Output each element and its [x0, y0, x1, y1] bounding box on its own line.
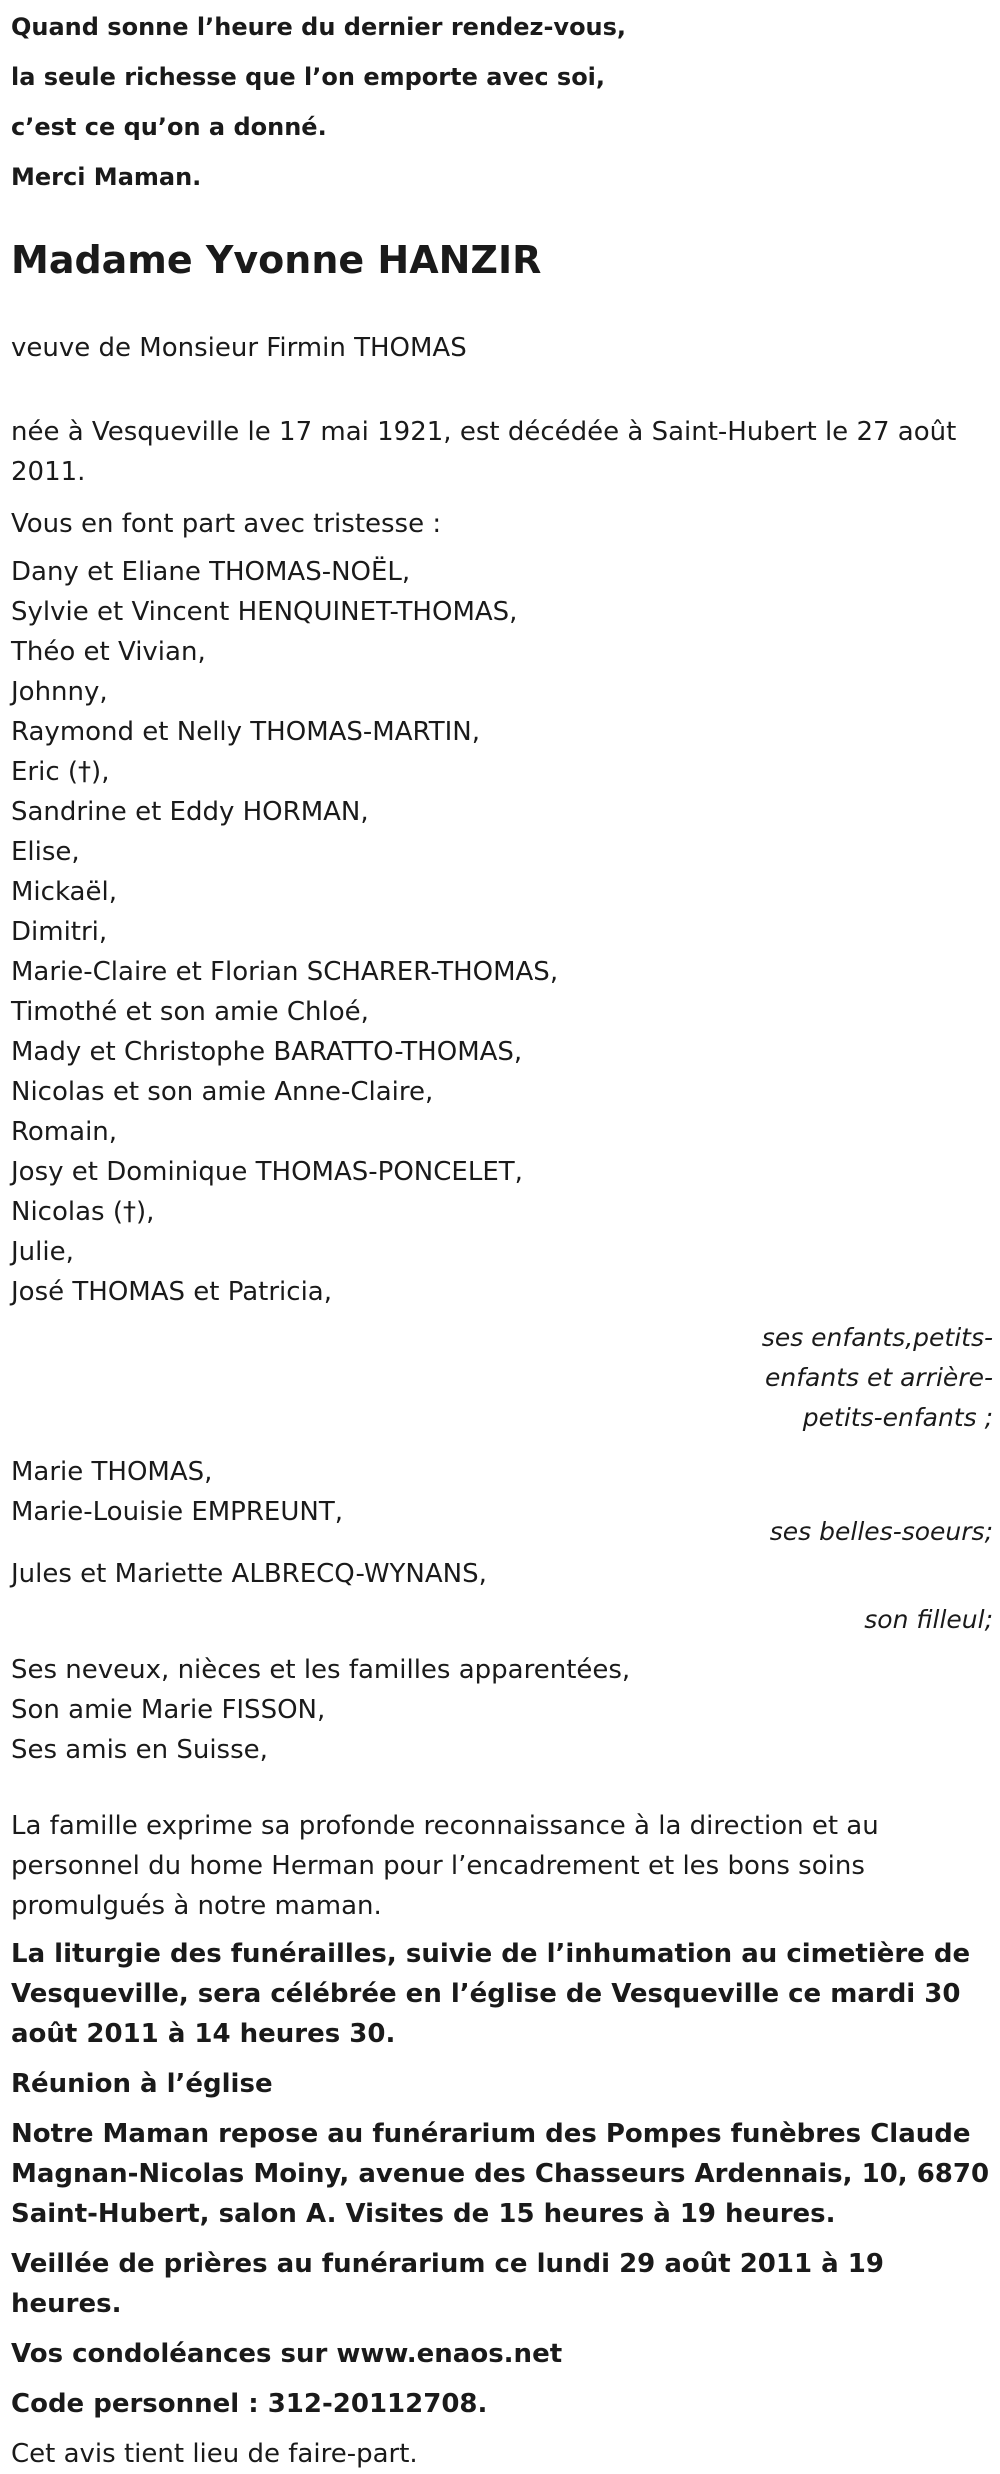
- list-item: Ses amis en Suisse,: [11, 1735, 268, 1765]
- list-item: Théo et Vivian,: [11, 637, 206, 667]
- quote-line: Quand sonne l’heure du dernier rendez-vous,: [11, 13, 627, 41]
- list-item: Eric (†),: [11, 757, 110, 787]
- deceased-name: Madame Yvonne HANZIR: [11, 238, 542, 282]
- list-item: Romain,: [11, 1117, 118, 1147]
- list-item: Nicolas et son amie Anne-Claire,: [11, 1077, 434, 1107]
- list-item: Sylvie et Vincent HENQUINET-THOMAS,: [11, 597, 518, 627]
- list-item: Mady et Christophe BARATTO-THOMAS,: [11, 1037, 523, 1067]
- list-item: Sandrine et Eddy HORMAN,: [11, 797, 369, 827]
- list-item: Son amie Marie FISSON,: [11, 1695, 326, 1725]
- sisters-in-law-relation: ses belles-soeurs;: [769, 1517, 993, 1546]
- list-item: Mickaël,: [11, 877, 117, 907]
- intro-line: Vous en font part avec tristesse :: [11, 509, 442, 539]
- list-item: Timothé et son amie Chloé,: [11, 997, 369, 1027]
- children-list: [11, 552, 993, 1312]
- quote-line: Merci Maman.: [11, 163, 202, 191]
- obituary-notice: [11, 0, 993, 2474]
- list-item: Elise,: [11, 837, 80, 867]
- relation-line: ses enfants,petits-: [761, 1323, 993, 1352]
- list-item: Dany et Eliane THOMAS-NOËL,: [11, 557, 411, 587]
- list-item: Josy et Dominique THOMAS-PONCELET,: [11, 1157, 523, 1187]
- list-item: Julie,: [11, 1237, 74, 1267]
- others-list: [11, 1650, 993, 1770]
- closing-line: Cet avis tient lieu de faire-part.: [11, 2439, 418, 2469]
- widow-of: veuve de Monsieur Firmin THOMAS: [11, 333, 467, 363]
- godson-relation: son filleul;: [864, 1605, 993, 1634]
- quote-line: la seule richesse que l’on emporte avec soi,: [11, 63, 606, 91]
- thanks-paragraph: La famille exprime sa profonde reconnaissance à la direction et au personnel du home Herman pour l’encadrement et les bons soins promulgués à notre maman.: [11, 1811, 879, 1921]
- list-item: Nicolas (†),: [11, 1197, 155, 1227]
- list-item: Ses neveux, nièces et les familles apparentées,: [11, 1655, 631, 1685]
- godson-line: Jules et Mariette ALBRECQ-WYNANS,: [11, 1559, 487, 1589]
- liturgy-paragraph: La liturgie des funérailles, suivie de l’inhumation au cimetière de Vesqueville, sera célébrée en l’église de Vesqueville ce mardi 30 août 2011 à 14 heures 30.: [11, 1939, 971, 2049]
- list-item: Johnny,: [11, 677, 108, 707]
- code-line: Code personnel : 312-20112708.: [11, 2389, 488, 2419]
- vigil-line: Veillée de prières au funérarium ce lundi 29 août 2011 à 19 heures.: [11, 2249, 884, 2319]
- birth-death-line: née à Vesqueville le 17 mai 1921, est décédée à Saint-Hubert le 27 août 2011.: [11, 417, 957, 487]
- list-item: Dimitri,: [11, 917, 108, 947]
- list-item: Marie-Louisie EMPREUNT,: [11, 1497, 343, 1527]
- condolences-line: Vos condoléances sur www.enaos.net: [11, 2339, 563, 2369]
- quote-line: c’est ce qu’on a donné.: [11, 113, 327, 141]
- list-item: Marie-Claire et Florian SCHARER-THOMAS,: [11, 957, 559, 987]
- list-item: José THOMAS et Patricia,: [11, 1277, 332, 1307]
- list-item: Marie THOMAS,: [11, 1457, 213, 1487]
- opening-quote: [11, 2, 993, 202]
- funeral-home-paragraph: Notre Maman repose au funérarium des Pompes funèbres Claude Magnan-Nicolas Moiny, avenue des Chasseurs Ardennais, 10, 6870 Saint-Hubert, salon A. Visites de 15 heures à 19 heures.: [11, 2119, 990, 2229]
- meeting-line: Réunion à l’église: [11, 2069, 273, 2099]
- relation-line: petits-enfants ;: [802, 1403, 993, 1432]
- children-relation: [11, 1318, 993, 1438]
- list-item: Raymond et Nelly THOMAS-MARTIN,: [11, 717, 480, 747]
- relation-line: enfants et arrière-: [765, 1363, 993, 1392]
